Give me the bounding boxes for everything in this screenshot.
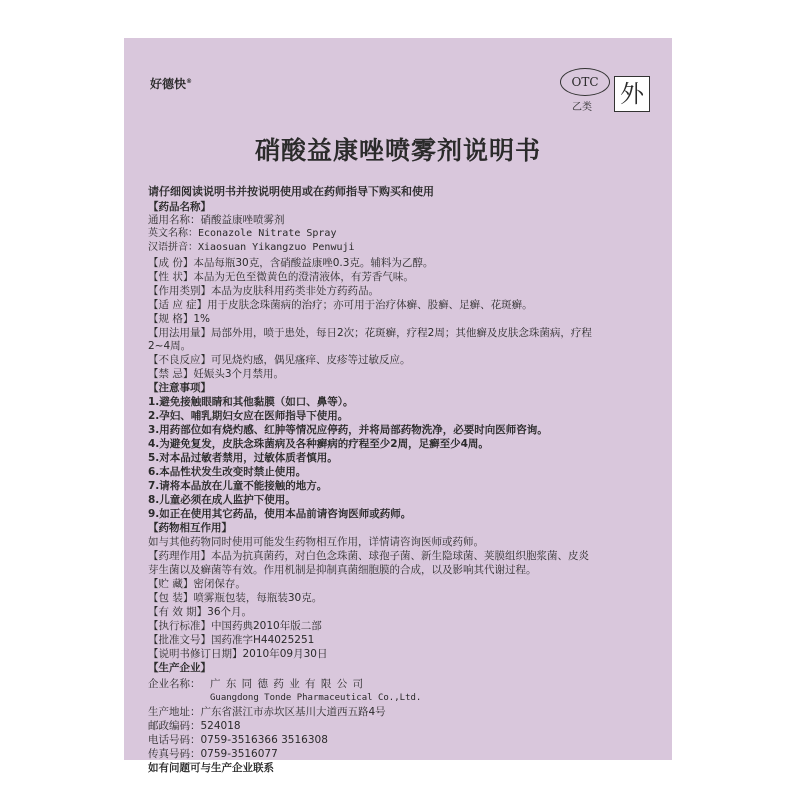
description: 【性 状】本品为无色至微黄色的澄清液体，有芳香气味。 (148, 271, 414, 283)
indications: 【适 应 症】用于皮肤念珠菌病的治疗；亦可用于治疗体癣、股癣、足癣、花斑癣。 (148, 299, 533, 311)
external-use-mark: 外 (614, 76, 650, 112)
precaution-item: 6.本品性状发生改变时禁止使用。 (148, 466, 307, 478)
phone-number: 电话号码：0759-3516366 3516308 (148, 734, 328, 746)
precaution-item: 7.请将本品放在儿童不能接触的地方。 (148, 480, 328, 492)
document-title: 硝酸益康唑喷雾剂说明书 (254, 136, 541, 165)
reading-advisory: 请仔细阅读说明书并按说明使用或在药师指导下购买和使用 (148, 185, 434, 198)
category: 【作用类别】本品为皮肤科用药类非处方药药品。 (148, 285, 379, 297)
precaution-item: 1.避免接触眼睛和其他黏膜（如口、鼻等）。 (148, 396, 354, 408)
precautions-heading: 【注意事项】 (148, 382, 211, 394)
brand-logo: 好德快® (150, 77, 193, 91)
precaution-item: 2.孕妇、哺乳期妇女应在医师指导下使用。 (148, 410, 349, 422)
manufacturer-heading: 【生产企业】 (148, 662, 211, 674)
ingredients: 【成 份】本品每瓶30克，含硝酸益康唑0.3克。辅料为乙醇。 (148, 257, 434, 269)
precaution-item: 4.为避免复发，皮肤念珠菌病及各种癣病的疗程至少2周，足癣至少4周。 (148, 438, 489, 450)
dosage-continued: 2~4周。 (148, 340, 192, 352)
adverse-reactions: 【不良反应】可见烧灼感，偶见瘙痒、皮疹等过敏反应。 (148, 354, 411, 366)
interactions-heading: 【药物相互作用】 (148, 522, 232, 534)
storage: 【贮 藏】密闭保存。 (148, 578, 246, 590)
generic-name: 通用名称：硝酸益康唑喷雾剂 (148, 214, 285, 226)
packaging: 【包 装】喷雾瓶包装，每瓶装30克。 (148, 592, 323, 604)
manufacturer-name-english: Guangdong Tonde Pharmaceutical Co.,Ltd. (210, 693, 422, 703)
manufacturer-name: 广 东 同 德 药 业 有 限 公 司 (210, 678, 365, 690)
specification: 【规 格】1% (148, 313, 210, 325)
contact-note: 如有问题可与生产企业联系 (148, 762, 274, 774)
pharmacology: 【药理作用】本品为抗真菌药，对白色念珠菌、球孢子菌、新生隐球菌、荚膜组织胞浆菌、皮炎 (148, 550, 589, 562)
pharmacology-continued: 芽生菌以及癣菌等有效。作用机制是抑制真菌细胞膜的合成，以及影响其代谢过程。 (148, 564, 537, 576)
revision-date: 【说明书修订日期】2010年09月30日 (148, 648, 328, 660)
drug-name-heading: 【药品名称】 (148, 201, 211, 213)
precaution-item: 9.如正在使用其它药品，使用本品前请咨询医师或药师。 (148, 508, 412, 520)
pinyin-name: 汉语拼音：Xiaosuan Yikangzuo Penwuji (148, 242, 355, 253)
precaution-item: 5.对本品过敏者禁用，过敏体质者慎用。 (148, 452, 338, 464)
interactions-text: 如与其他药物同时使用可能发生药物相互作用，详情请咨询医师或药师。 (148, 536, 484, 548)
otc-badge (560, 68, 612, 98)
fax-number: 传真号码：0759-3516077 (148, 748, 278, 760)
approval-number: 【批准文号】国药准字H44025251 (148, 634, 315, 646)
precaution-item: 3.用药部位如有烧灼感、红肿等情况应停药，并将局部药物洗净，必要时向医师咨询。 (148, 424, 548, 436)
instruction-leaflet (124, 38, 672, 760)
standard: 【执行标准】中国药典2010年版二部 (148, 620, 322, 632)
english-name: 英文名称：Econazole Nitrate Spray (148, 228, 337, 239)
dosage: 【用法用量】局部外用，喷于患处，每日2次；花斑癣，疗程2周；其他癣及皮肤念珠菌病，疗程 (148, 327, 592, 339)
otc-label: OTC (560, 68, 610, 96)
contraindications: 【禁 忌】妊娠头3个月禁用。 (148, 368, 285, 380)
validity: 【有 效 期】36个月。 (148, 606, 253, 618)
precaution-item: 8.儿童必须在成人监护下使用。 (148, 494, 296, 506)
otc-class: 乙类 (572, 102, 592, 113)
postcode: 邮政编码：524018 (148, 720, 241, 732)
manufacturer-name-label: 企业名称： (148, 678, 201, 690)
manufacturer-address: 生产地址：广东省湛江市赤坎区基川大道西五路4号 (148, 706, 386, 718)
